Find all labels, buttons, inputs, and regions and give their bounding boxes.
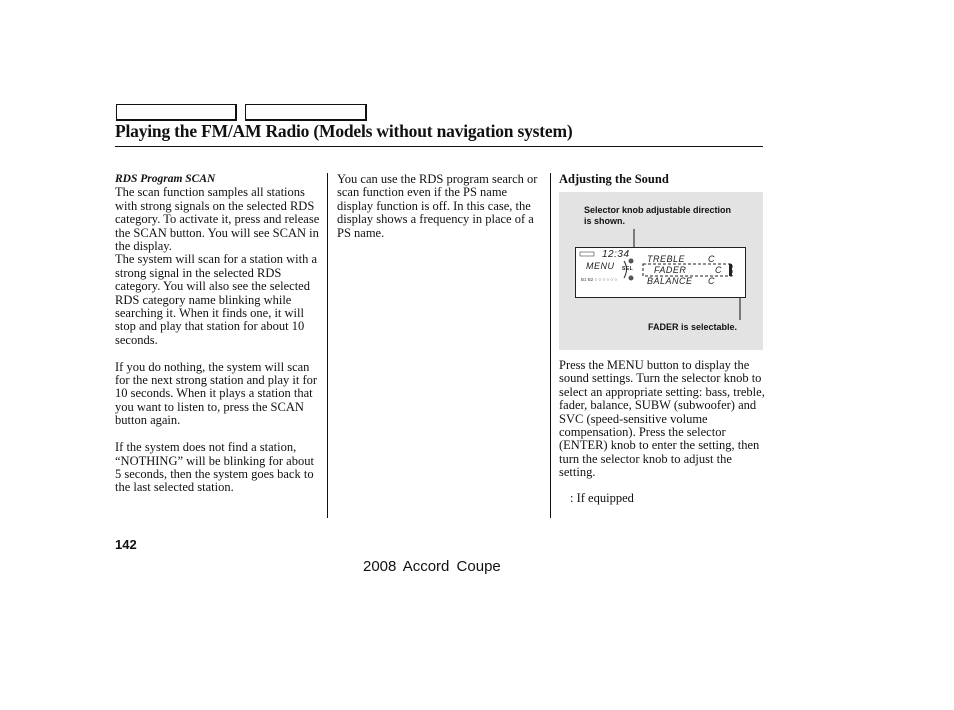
page-number: 142 <box>115 537 137 552</box>
adjusting-sound-subhead: Adjusting the Sound <box>559 172 669 186</box>
equipped-footnote: : If equipped <box>570 491 634 505</box>
right-column-body <box>559 359 765 480</box>
display-knob-label: SEL <box>622 266 634 272</box>
model-footer: 2008 Accord Coupe <box>363 558 501 575</box>
column-divider-1 <box>327 173 328 518</box>
section-tab-box-2 <box>245 104 367 121</box>
left-paragraph-3: If you do nothing, the system will scan for the next strong station and play it for 10 seconds. When it plays a station that you want to listen to, press the SCAN button again. <box>115 359 318 428</box>
sound-display-figure <box>559 192 763 350</box>
display-item-treble: TREBLE <box>647 254 686 264</box>
display-clock: 12:34 <box>602 249 630 260</box>
display-item-fader: FADER <box>654 265 687 275</box>
right-paragraph-1: Press the MENU button to display the sound settings. Turn the selector knob to select an appropriate setting: bass, treble, fader, balance, SUBW (subwoofer) and SVC (speed-sensitive volume compensation). Press the selector (ENTER) knob to enter the setting, then turn the selector knob to adjust the setting. <box>559 358 765 480</box>
display-menu: MENU <box>586 261 615 271</box>
left-paragraph-1: The scan function samples all stations with strong signals on the selected RDS category. To activate it, press and release the SCAN button. You will see SCAN in the display. <box>115 185 320 254</box>
right-column <box>559 173 765 186</box>
display-item-balance: BALANCE <box>647 276 693 286</box>
display-value-balance: C <box>708 276 715 286</box>
section-tab-box-1 <box>116 104 237 121</box>
title-rule <box>115 146 763 147</box>
rds-scan-subhead: RDS Program SCAN <box>115 173 216 185</box>
left-column <box>115 173 323 495</box>
callout-selector-direction: Selector knob adjustable direction is shown. <box>584 205 732 226</box>
display-value-treble: C <box>708 254 715 264</box>
radio-display-panel <box>575 247 746 298</box>
callout-fader-selectable: FADER is selectable. <box>648 322 738 332</box>
svg-text:B1 B2 ○ ○ ○ ○ ○ ○: B1 B2 ○ ○ ○ ○ ○ ○ <box>581 277 618 282</box>
display-value-fader: C <box>715 265 722 275</box>
page-title: Playing the FM/AM Radio (Models without navigation system) <box>115 121 573 141</box>
left-paragraph-4: If the system does not find a station, “NOTHING” will be blinking for about 5 seconds, then the system goes back to the last selected station. <box>115 440 314 495</box>
column-divider-2 <box>550 173 551 518</box>
middle-column <box>337 173 542 240</box>
middle-paragraph-1: You can use the RDS program search or scan function even if the PS name display function is off. In this case, the display shows a frequency in place of a PS name. <box>337 172 538 240</box>
left-paragraph-2: The system will scan for a station with a strong signal in the selected RDS category. You will also see the selected RDS category name blinking while searching it. When it finds one, it will stop and play that station for about 10 seconds. <box>115 252 318 347</box>
